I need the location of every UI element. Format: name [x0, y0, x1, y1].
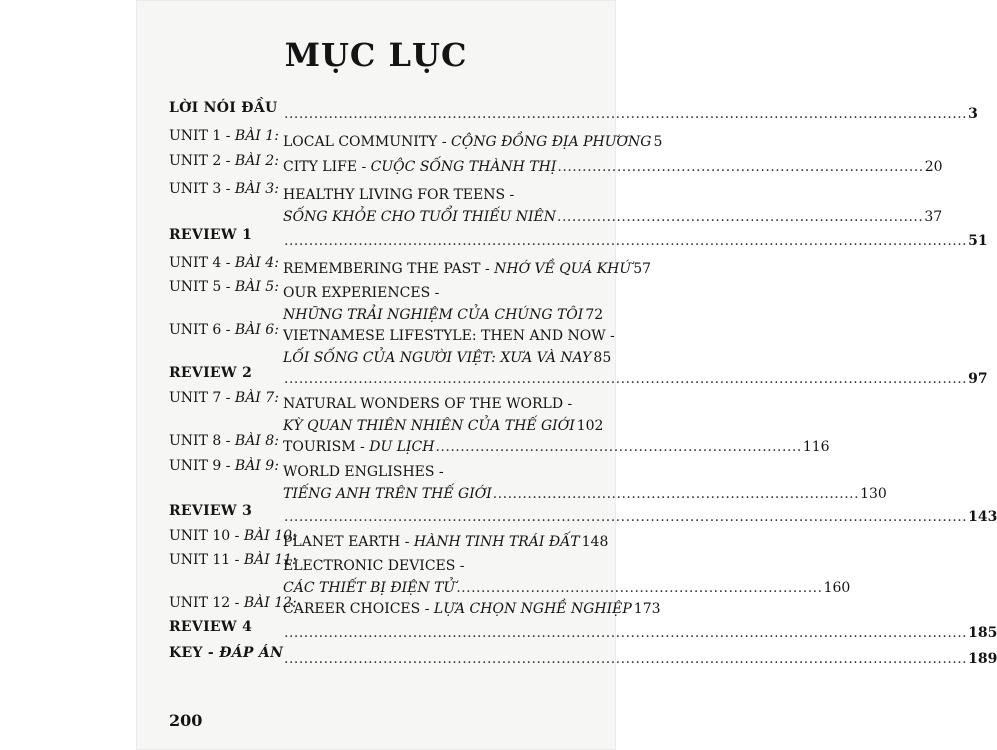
entry-page: 51 [968, 233, 988, 249]
entry-label: REVIEW 2 [169, 365, 253, 381]
leader-dots: .......................................................................................................................................... [284, 625, 968, 641]
leader-dots: .......................................................................................................................................... [284, 233, 968, 249]
leader-dots: .......................................................................... [557, 159, 924, 175]
leader-dots: .......................................................................................................................................... [284, 651, 968, 667]
entry-label: REVIEW 3 [169, 503, 253, 519]
entry-title: VIETNAMESE LIFESTYLE: THEN AND NOW - [283, 328, 615, 344]
leader-dots: .......................................................................................................................................... [284, 509, 968, 525]
entry-title: REMEMBERING THE PAST - NHỚ VỀ QUÁ KHỨ [283, 261, 632, 277]
entry-page: 102 [576, 418, 604, 434]
entry-title: PLANET EARTH - HÀNH TINH TRÁI ĐẤT [283, 534, 580, 550]
entry-title: OUR EXPERIENCES - [283, 285, 440, 301]
entry-title: CAREER CHOICES - LỰA CHỌN NGHỀ NGHIỆP [283, 601, 632, 617]
entry-page: 85 [593, 350, 612, 366]
entry-subtitle: NHỮNG TRẢI NGHIỆM CỦA CHÚNG TÔI [283, 307, 584, 323]
entry-page: 3 [968, 106, 978, 122]
entry-subtitle: CÁC THIẾT BỊ ĐIỆN TỬ [283, 580, 456, 596]
entry-label: UNIT 7 - BÀI 7: [169, 390, 279, 406]
entry-label: UNIT 3 - BÀI 3: [169, 181, 279, 197]
entry-label: LỜI NÓI ĐẦU [169, 100, 278, 116]
entry-label: UNIT 4 - BÀI 4: [169, 255, 279, 271]
leader-dots: .......................................................................... [435, 439, 802, 455]
entry-page: 37 [924, 209, 943, 225]
entry-page: 5 [653, 134, 663, 150]
entry-label: KEY - ĐÁP ÁN [169, 645, 284, 661]
leader-dots: .......................................................................... [492, 486, 860, 502]
entry-label: REVIEW 4 [169, 619, 253, 635]
entry-page: 130 [860, 486, 887, 502]
entry-subtitle: TIẾNG ANH TRÊN THẾ GIỚI [283, 486, 492, 502]
entry-label: UNIT 6 - BÀI 6: [169, 322, 279, 338]
entry-label: REVIEW 1 [169, 227, 253, 243]
entry-title: TOURISM - DU LỊCH [283, 439, 435, 455]
page-number: 200 [169, 711, 203, 730]
entry-title: ELECTRONIC DEVICES - [283, 558, 465, 574]
entry-page: 173 [633, 601, 661, 617]
entry-label: UNIT 2 - BÀI 2: [169, 153, 279, 169]
entry-page: 72 [585, 307, 604, 323]
leader-dots: .......................................................................... [557, 209, 924, 225]
entry-title: NATURAL WONDERS OF THE WORLD - [283, 396, 573, 412]
entry-page: 20 [924, 159, 943, 175]
entry-page: 160 [823, 580, 851, 596]
entry-label: UNIT 12 - BÀI 12: [169, 595, 297, 611]
entry-page: 185 [968, 625, 997, 641]
entry-subtitle: KỲ QUAN THIÊN NHIÊN CỦA THẾ GIỚI [283, 418, 575, 434]
entry-label: UNIT 9 - BÀI 9: [169, 458, 279, 474]
entry-page: 57 [633, 261, 652, 277]
entry-label: UNIT 10 - BÀI 10: [169, 528, 297, 544]
entry-title: LOCAL COMMUNITY - CỘNG ĐỒNG ĐỊA PHƯƠNG [283, 134, 652, 150]
leader-dots: .......................................................................................................................................... [284, 371, 968, 387]
entry-label: UNIT 11 - BÀI 11: [169, 552, 297, 568]
entry-title: WORLD ENGLISHES - [283, 464, 444, 480]
entry-page: 189 [968, 651, 997, 667]
entry-subtitle: LỐI SỐNG CỦA NGƯỜI VIỆT: XƯA VÀ NAY [283, 350, 592, 366]
leader-dots: .......................................................................... [456, 580, 823, 596]
entry-page: 148 [581, 534, 609, 550]
page-title: MỤC LỤC [284, 36, 468, 74]
entry-label: UNIT 8 - BÀI 8: [169, 433, 279, 449]
entry-label: UNIT 5 - BÀI 5: [169, 279, 279, 295]
entry-page: 143 [968, 509, 997, 525]
entry-title: CITY LIFE - CUỘC SỐNG THÀNH THỊ [283, 159, 557, 175]
entry-title: HEALTHY LIVING FOR TEENS - [283, 187, 515, 203]
book-page [136, 0, 997, 750]
entry-page: 97 [968, 371, 988, 387]
entry-label: UNIT 1 - BÀI 1: [169, 128, 279, 144]
entry-page: 116 [802, 439, 830, 455]
entry-subtitle: SỐNG KHỎE CHO TUỔI THIẾU NIÊN [283, 209, 557, 225]
leader-dots: .......................................................................................................................................... [284, 106, 968, 122]
